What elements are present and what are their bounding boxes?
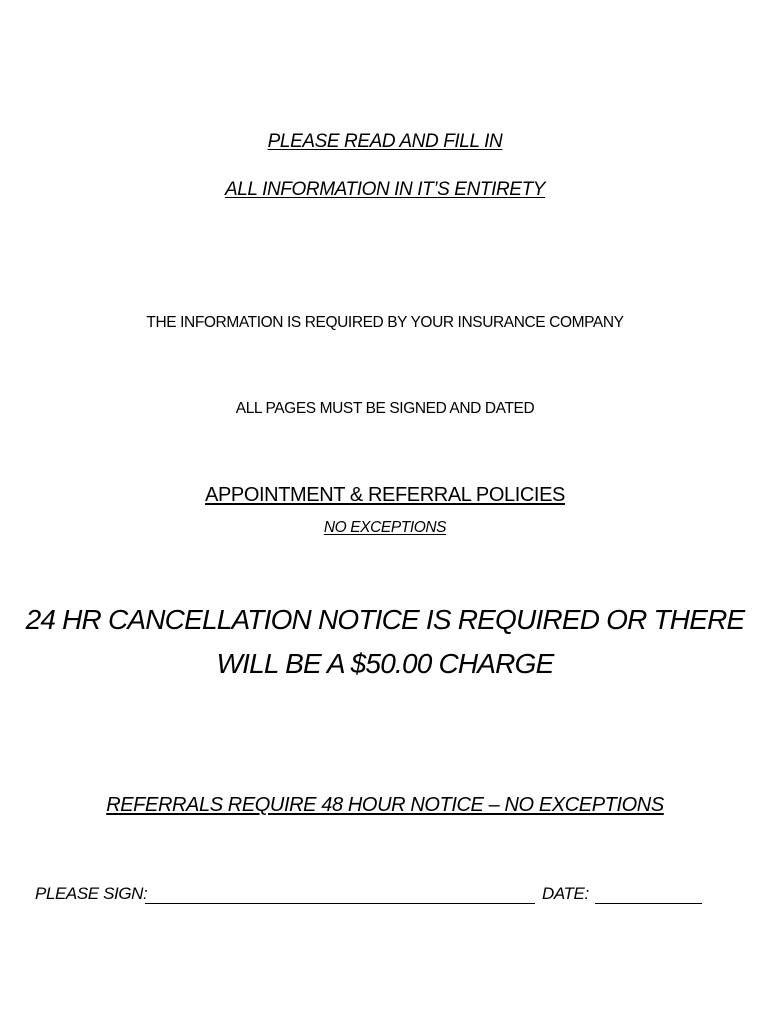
heading-read-and-fill: PLEASE READ AND FILL IN	[267, 131, 503, 152]
signature-row	[35, 884, 735, 910]
policies-subtitle: NO EXCEPTIONS	[323, 519, 447, 536]
sign-label: PLEASE SIGN:	[35, 884, 148, 903]
signature-field[interactable]	[145, 903, 535, 904]
date-field[interactable]	[595, 903, 702, 904]
signed-dated-text: ALL PAGES MUST BE SIGNED AND DATED	[235, 400, 535, 417]
heading-all-information: ALL INFORMATION IN IT’S ENTIRETY	[224, 179, 546, 200]
cancellation-notice-line-2: WILL BE A $50.00 CHARGE	[216, 648, 554, 679]
cancellation-notice-line-1: 24 HR CANCELLATION NOTICE IS REQUIRED OR THERE	[25, 604, 745, 635]
insurance-requirement-text: THE INFORMATION IS REQUIRED BY YOUR INSURANCE COMPANY	[146, 314, 624, 331]
date-label: DATE:	[542, 884, 589, 903]
policies-title: APPOINTMENT & REFERRAL POLICIES	[205, 484, 565, 506]
referrals-notice: REFERRALS REQUIRE 48 HOUR NOTICE – NO EXCEPTIONS	[106, 794, 664, 816]
